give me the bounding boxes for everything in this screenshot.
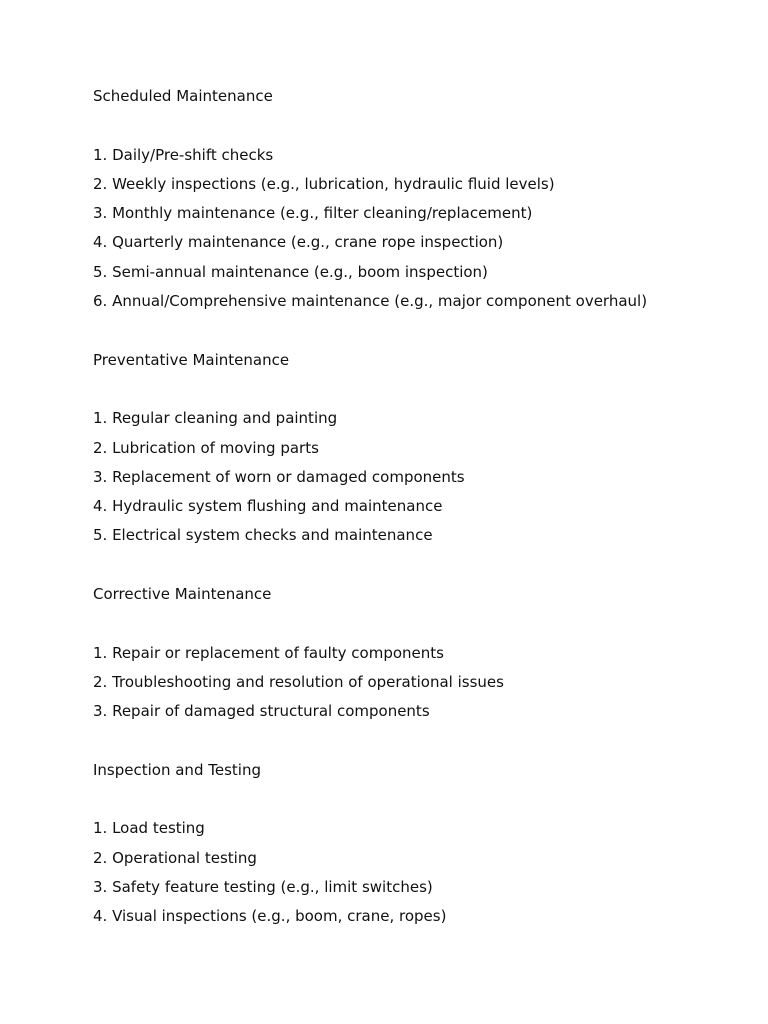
document-page <box>93 86 753 936</box>
list-item: 2. Troubleshooting and resolution of operational issues <box>93 672 504 691</box>
section-heading: Inspection and Testing <box>93 760 261 779</box>
list-item: 5. Semi-annual maintenance (e.g., boom inspection) <box>93 262 488 281</box>
list-item: 3. Monthly maintenance (e.g., filter cleaning/replacement) <box>93 204 533 223</box>
list-item: 1. Regular cleaning and painting <box>93 409 338 428</box>
section-heading: Preventative Maintenance <box>93 350 290 369</box>
list-item: 1. Daily/Pre-shift checks <box>93 145 274 164</box>
list-item: 5. Electrical system checks and maintenance <box>93 526 433 545</box>
list-item: 4. Quarterly maintenance (e.g., crane rope inspection) <box>93 233 504 252</box>
section-preventative-maintenance <box>93 350 753 584</box>
list-item: 4. Visual inspections (e.g., boom, crane, ropes) <box>93 907 447 926</box>
list-item: 3. Replacement of worn or damaged components <box>93 467 465 486</box>
list-item: 3. Safety feature testing (e.g., limit switches) <box>93 878 433 897</box>
list-item: 2. Lubrication of moving parts <box>93 438 319 457</box>
section-scheduled-maintenance <box>93 86 753 350</box>
list-item: 3. Repair of damaged structural components <box>93 702 430 721</box>
list-item: 4. Hydraulic system flushing and maintenance <box>93 497 443 516</box>
list-item: 2. Weekly inspections (e.g., lubrication, hydraulic fluid levels) <box>93 174 555 193</box>
section-inspection-and-testing <box>93 760 753 936</box>
list-item: 1. Load testing <box>93 819 205 838</box>
section-heading: Scheduled Maintenance <box>93 87 273 105</box>
list-item: 6. Annual/Comprehensive maintenance (e.g., major component overhaul) <box>93 292 648 311</box>
section-heading: Corrective Maintenance <box>93 585 272 604</box>
list-item: 1. Repair or replacement of faulty components <box>93 643 444 662</box>
list-item: 2. Operational testing <box>93 848 257 867</box>
section-corrective-maintenance <box>93 584 753 760</box>
